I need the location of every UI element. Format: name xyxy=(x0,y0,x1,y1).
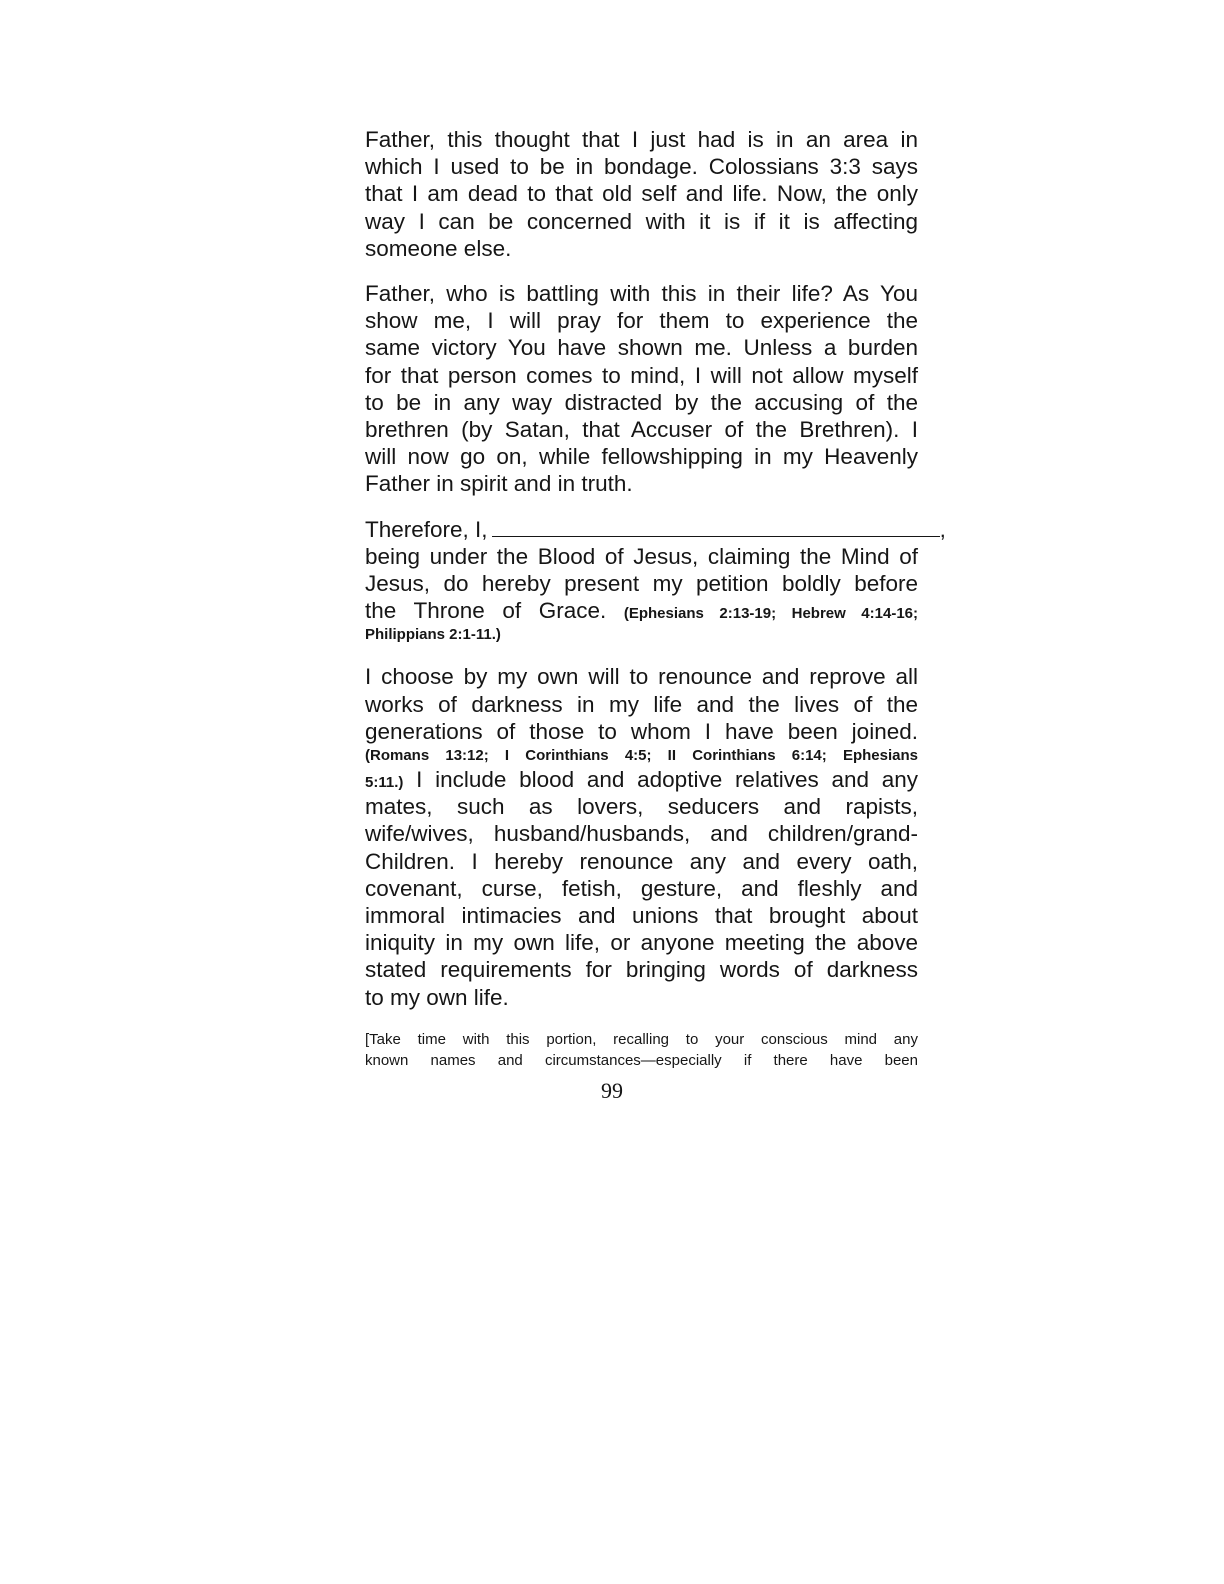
blank-comma: , xyxy=(939,516,946,542)
text-line: Father in spirit and in truth. xyxy=(365,471,633,497)
text-line: Children. I hereby renounce any and every oath, xyxy=(365,848,918,874)
scripture-citation: Philippians 2:1-11.) xyxy=(365,626,501,644)
text-line: stated requirements for bringing words of darkness xyxy=(365,957,918,983)
text-line: works of darkness in my life and the lives of the xyxy=(365,691,918,717)
scripture-citation: (Romans 13:12; I Corinthians 4:5; II Corinthians 6:14; Ephesians xyxy=(365,747,918,765)
relatives-text: I include blood and adoptive relatives and any xyxy=(403,767,918,793)
note-line: known names and circumstances—especially if there have been xyxy=(365,1051,918,1069)
text-line-with-citation xyxy=(365,766,918,793)
text-line: which I used to be in bondage. Colossians 3:3 says xyxy=(365,154,918,180)
text-line: for that person comes to mind, I will not allow myself xyxy=(365,362,918,388)
text-line: show me, I will pray for them to experience the xyxy=(365,308,918,334)
paragraph-battling xyxy=(365,280,918,498)
text-line: mates, such as lovers, seducers and rapists, xyxy=(365,794,918,820)
text-line: to be in any way distracted by the accusing of the xyxy=(365,389,918,415)
text-line: being under the Blood of Jesus, claiming the Mind of xyxy=(365,543,918,569)
text-line: will now go on, while fellowshipping in my Heavenly xyxy=(365,444,918,470)
page-number: 99 xyxy=(601,1078,623,1103)
scripture-citation: (Ephesians 2:13-19; Hebrew 4:14-16; xyxy=(623,605,919,623)
text-line: way I can be concerned with it is if it is affecting xyxy=(365,208,918,234)
name-blank-line xyxy=(365,516,946,543)
text-column xyxy=(365,126,946,1071)
text-line-with-citation xyxy=(365,597,918,624)
paragraph-petition xyxy=(365,516,946,646)
text-line: Jesus, do hereby present my petition boldly before xyxy=(365,571,918,597)
text-line: same victory You have shown me. Unless a burden xyxy=(365,335,918,361)
text-line: covenant, curse, fetish, gesture, and fleshly and xyxy=(365,875,918,901)
paragraph-colossians xyxy=(365,126,918,262)
therefore-label: Therefore, I, xyxy=(365,516,488,542)
text-line: wife/wives, husband/husbands, and children/grand- xyxy=(365,821,918,847)
note-line: [Take time with this portion, recalling to your conscious mind any xyxy=(365,1030,918,1048)
paragraph-renounce xyxy=(365,663,918,1010)
instruction-note xyxy=(365,1029,918,1071)
text-line: generations of those to whom I have been joined. xyxy=(365,718,918,744)
text-line: that I am dead to that old self and life. Now, the only xyxy=(365,181,918,207)
scripture-citation: 5:11.) xyxy=(365,774,404,792)
throne-text: the Throne of Grace. xyxy=(365,598,607,624)
text-line: someone else. xyxy=(365,235,512,261)
text-line: iniquity in my own life, or anyone meeting the above xyxy=(365,930,918,956)
text-line: Father, who is battling with this in their life? As You xyxy=(365,281,918,307)
text-line: to my own life. xyxy=(365,984,509,1010)
text-line: brethren (by Satan, that Accuser of the Brethren). I xyxy=(365,417,918,443)
text-line: immoral intimacies and unions that brought about xyxy=(365,903,918,929)
text-line: I choose by my own will to renounce and reprove all xyxy=(365,664,918,690)
name-blank-field[interactable] xyxy=(492,516,940,537)
text-line: Father, this thought that I just had is in an area in xyxy=(365,127,918,152)
